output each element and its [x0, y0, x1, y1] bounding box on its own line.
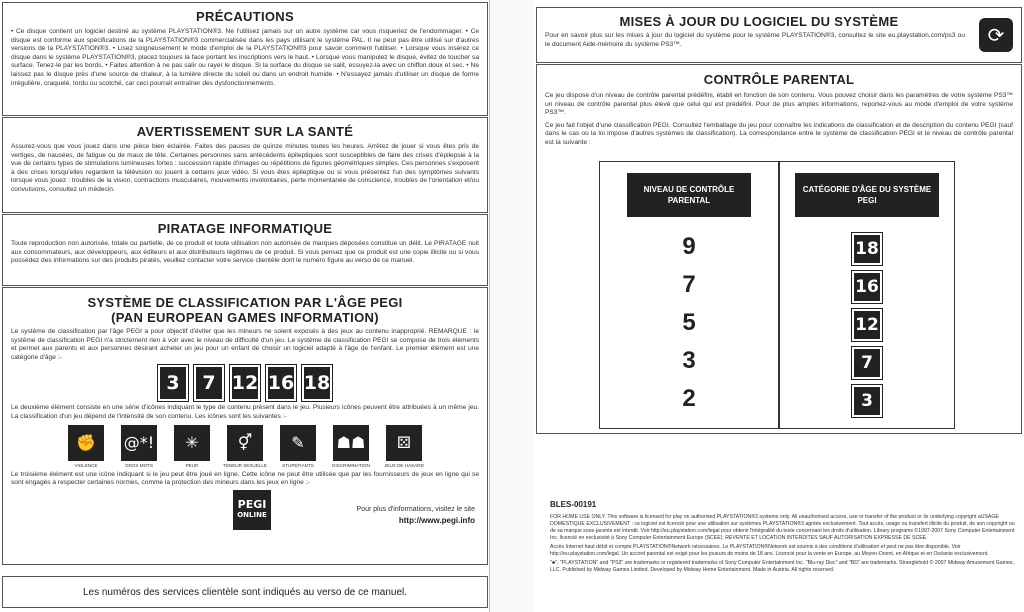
piracy-section: [2, 214, 488, 286]
drugs-icon: ✎: [280, 425, 316, 461]
health-section: [2, 117, 488, 213]
parental-section: [536, 64, 1022, 434]
pegi-descriptor-label: VIOLENCE: [74, 462, 98, 468]
pegi-age-badge: 16: [266, 365, 296, 401]
fear-icon: ✳: [174, 425, 210, 461]
pegi-online-text: Le troisième élément est une icône indiquant si le jeu peut être joué en ligne. Cette icône ne peut être utilisée que par les fournisseurs de jeux en ligne qui se sont engagés à respecter certaines normes, comme la protection des mineurs dans les jeux en ligne :-: [11, 470, 479, 487]
updates-title: MISES À JOUR DU LOGICIEL DU SYSTÈME: [619, 14, 899, 29]
pegi-descriptor: [329, 425, 373, 468]
discrimination-icon: ☗☗: [333, 425, 369, 461]
pegi-age-badge: 18: [852, 233, 882, 265]
pegi-online-row: [11, 488, 479, 532]
pegi-url-link[interactable]: http://www.pegi.info: [398, 515, 475, 525]
gambling-icon: ⚄: [386, 425, 422, 461]
pegi-subtitle: (PAN EUROPEAN GAMES INFORMATION): [111, 310, 379, 325]
parental-level-value: 3: [682, 347, 696, 374]
parental-level-value: 5: [682, 309, 696, 336]
parental-level-value: 7: [682, 271, 696, 298]
pegi-intro-text: Le système de classification par l'âge PEGI a pour objectif d'éviter que les mineurs ne soient exposés à des jeux au contenu inapproprié. REMARQUE : le système de classification PEGI n'a strictement rien à voir avec le niveau de difficulté d'un jeu. Le système de classification PEGI se compose de trois éléments et permet aux parents et aux personnes désirant acheter un jeu pour un enfant de choisir un logiciel adapté à l'âge de l'enfant. Le premier élément est une catégorie d'âge :-: [11, 328, 479, 361]
update-icon: ⟳: [979, 18, 1013, 52]
pegi-descriptor-label: PEUR: [185, 462, 199, 468]
pegi-descriptor-label: STUPÉFIANTS: [282, 462, 314, 468]
legal-text-1: FOR HOME USE ONLY. This software is licensed for play on authorised PLAYSTATION®3 systems only. All unauthorised access, use or transfer of the product or its underlying copyright aUSAGE DOMESTIQUE EXCLUSIVEMENT : ce logiciel est licencié pour une utilisation sur systèmes PLAYSTATION®3 agréés exclusivement. Tout accès, usage ou transfert illicite du produit, de son copyright ou de sa marque sous-jacents est interdit. Voir http://eu.playstation.com/legal pour obtenir l'intégralité du texte concernant les droits d'utilisation. Library programs ©1997-2007 Sony Computer Entertainment Inc. licencié en exclusivité à Sony Computer Entertainment Europe (SCEE). REVENTE ET LOCATION INTERDITES SAUF AUTORISATION EXPRESSE DE SCEE.: [550, 514, 1015, 541]
table-header-ages: CATÉGORIE D'ÂGE DU SYSTÈME PEGI: [795, 173, 939, 217]
pegi-section: [2, 287, 488, 565]
precautions-text: • Ce disque contient un logiciel destiné au système PLAYSTATION®3. Ne l'utilisez jamais sur un autre système car vous risqueriez de l'endommager. • Ce disque est conforme aux spécifications de la PLAYSTATION®3 commercialisée dans les pays utilisant le système PAL. Il ne peut pas être utilisé sur d'autres versions de la PLAYSTATION®3. • Lisez soigneusement le mode d'emploi de la PLAYSTATION®3 pour savoir comment l'utiliser. • Lorsque vous insérez ce disque dans le système PLAYSTATION®3, placez toujours la face portant les inscriptions vers le haut. • Lorsque vous manipulez le disque, évitez de toucher sa surface. Tenez-le par les bords. • Faites attention à ne pas salir ou rayer le disque. Si la surface du disque se salit, essuyez-la avec un chiffon doux et sec. • Ne laissez pas le disque près d'une source de chaleur, à la lumière directe du soleil ou dans un endroit humide. • N'essayez jamais d'utiliser un disque de forme irrégulière, craquelé, tordu ou scotché, car ceci pourrait entraîner des dysfonctionnements.: [11, 28, 479, 87]
pegi-age-badge: 3: [852, 385, 882, 417]
precautions-title: PRÉCAUTIONS: [196, 9, 294, 24]
pegi-age-badge: 12: [230, 365, 260, 401]
pegi-age-badge: 3: [158, 365, 188, 401]
pegi-descriptor-icons: [11, 425, 479, 468]
parental-level-value: 9: [682, 233, 696, 260]
pegi-online-word2: ONLINE: [237, 510, 267, 519]
health-text: Assurez-vous que vous jouez dans une pièce bien éclairée. Faites des pauses de quinze minutes toutes les heures. Arrêtez de jouer si vous êtes pris de vertiges, de nausées, de fatigue ou de maux de tête. Certaines personnes sans antécédents épileptiques sont susceptibles de faire des crises d'épilepsie à la vue de certains types de stimulations lumineuses fortes : succession rapide d'images ou répétitions de figures géométriques simples. Ces personnes s'exposent à des crises lorsqu'elles regardent la télévision ou jouent à certains jeux vidéo. Si vous êtes épileptique ou si vous présentez l'un des symptômes suivants lorsque vous jouez : troubles de la vision, contractions musculaires, mouvements involontaires, perte momentanée de conscience, troubles de l'orientation et/ou convulsions, consultez un médecin.: [11, 143, 479, 193]
precautions-section: [2, 2, 488, 116]
pegi-descriptor: [382, 425, 426, 468]
page-gutter: [490, 0, 534, 612]
updates-text: Pour en savoir plus sur les mises à jour du logiciel du système pour le système PLAYSTATION®3, consultez le site eu.playstation.com/ps3 ou le document Aide-mémoire du système PS3™.: [545, 32, 965, 48]
pegi-descriptor: [117, 425, 161, 468]
left-page: [0, 0, 490, 612]
violence-icon: ✊: [68, 425, 104, 461]
pegi-online-icon: [233, 490, 271, 530]
pegi-descriptors-text: Le deuxième élément consiste en une série d'icônes indiquant le type de contenu présent dans le jeu. Plusieurs icônes peuvent être attribuées à un même jeu. La classification d'un jeu dépend de l'intensité de son contenu. Les icônes sont les suivantes :-: [11, 404, 479, 420]
legal-text-3: "♣", "PLAYSTATION" and "PS3" are trademarks or registered trademarks of Sony Computer Entertainment Inc. "Blu-ray Disc" and "BD" are trademarks. Stranglehold © 2007 Midway Amusement Games, LLC. Published by Midway Games Limited. Developed by Midway Home Entertainment. Made in Austria. All rights reserved.: [550, 560, 1014, 573]
pegi-descriptor: [64, 425, 108, 468]
footer-left-box: [2, 576, 488, 608]
pegi-descriptor-label: GROS MOTS: [124, 462, 154, 468]
piracy-title: PIRATAGE INFORMATIQUE: [157, 221, 333, 236]
piracy-text: Toute reproduction non autorisée, totale ou partielle, de ce produit et toute utilisation non autorisée de marques déposées constitue un délit. Le PIRATAGE nuit aux consommateurs, aux développeurs, aux éditeurs et aux distributeurs légitimes de ce produit. Si vous pensez que ce produit est une copie illicite ou si vous possédez des informations sur des produits piratés, veuillez contacter votre service clientèle dont le numéro figure au verso de ce manuel.: [11, 240, 479, 265]
pegi-title: SYSTÈME DE CLASSIFICATION PAR L'ÂGE PEGI: [87, 295, 403, 310]
legal-section: [550, 500, 1018, 574]
right-page: [534, 0, 1024, 612]
pegi-descriptor: [223, 425, 267, 468]
pegi-age-badge: 12: [852, 309, 882, 341]
parental-text-1: Ce jeu dispose d'un niveau de contrôle parental prédéfini, établi en fonction de son contenu. Vous pouvez choisir dans les paramètres de votre système PS3™ un niveau de contrôle parental plus élevé que celui qui est prédéfini. Pour de plus amples informations, reportez-vous au mode d'emploi de votre système PS3™.: [545, 92, 1013, 117]
pegi-descriptor: [276, 425, 320, 468]
parental-level-value: 2: [682, 385, 696, 412]
pegi-age-badge: 16: [852, 271, 882, 303]
table-header-levels: NIVEAU DE CONTRÔLE PARENTAL: [627, 173, 751, 217]
pegi-descriptor: [170, 425, 214, 468]
parental-text-2: Ce jeu fait l'objet d'une classification PEGI. Consultez l'emballage du jeu pour connaître les indications de classification et de description du contenu PEGI (sauf dans le cas où la loi impose d'autres systèmes de classification). La correspondance entre le système de classification PEGI et le niveau de contrôle parental est la suivante :: [545, 121, 1013, 146]
pegi-age-badge: 7: [852, 347, 882, 379]
health-title: AVERTISSEMENT SUR LA SANTÉ: [136, 124, 354, 139]
customer-service-note: Les numéros des services clientèle sont indiqués au verso de ce manuel.: [82, 586, 408, 598]
parental-title: CONTRÔLE PARENTAL: [703, 72, 855, 87]
parental-table: [599, 161, 955, 429]
pegi-more-info: Pour plus d'informations, visitez le site: [356, 505, 475, 513]
pegi-descriptor-label: DISCRIMINATION: [332, 462, 370, 468]
pegi-descriptor-label: TENEUR SEXUELLE: [223, 462, 267, 468]
pegi-descriptor-label: JEUX DE HASARD: [384, 462, 424, 468]
product-code: BLES-00191: [550, 500, 597, 509]
bad-language-icon: @*!: [121, 425, 157, 461]
pegi-age-badge: 7: [194, 365, 224, 401]
pegi-online-word: PEGI: [237, 497, 267, 511]
legal-text-2: Accès Internet haut débit et compte PLAYSTATION®Network nécessaires. Le PLAYSTATION®Network est soumis à des conditions d'utilisation et peut ne pas être disponible. Voir http://eu.playstation.com/legal. Un accord parental est exigé pour les joueurs de moins de 18 ans. Licencié pour la vente en Europe, au Moyen-Orient, en Afrique et en Océanie exclusivement.: [550, 544, 989, 557]
updates-section: [536, 7, 1022, 63]
sex-icon: ⚥: [227, 425, 263, 461]
pegi-age-badge: 18: [302, 365, 332, 401]
pegi-age-badges: [11, 365, 479, 401]
